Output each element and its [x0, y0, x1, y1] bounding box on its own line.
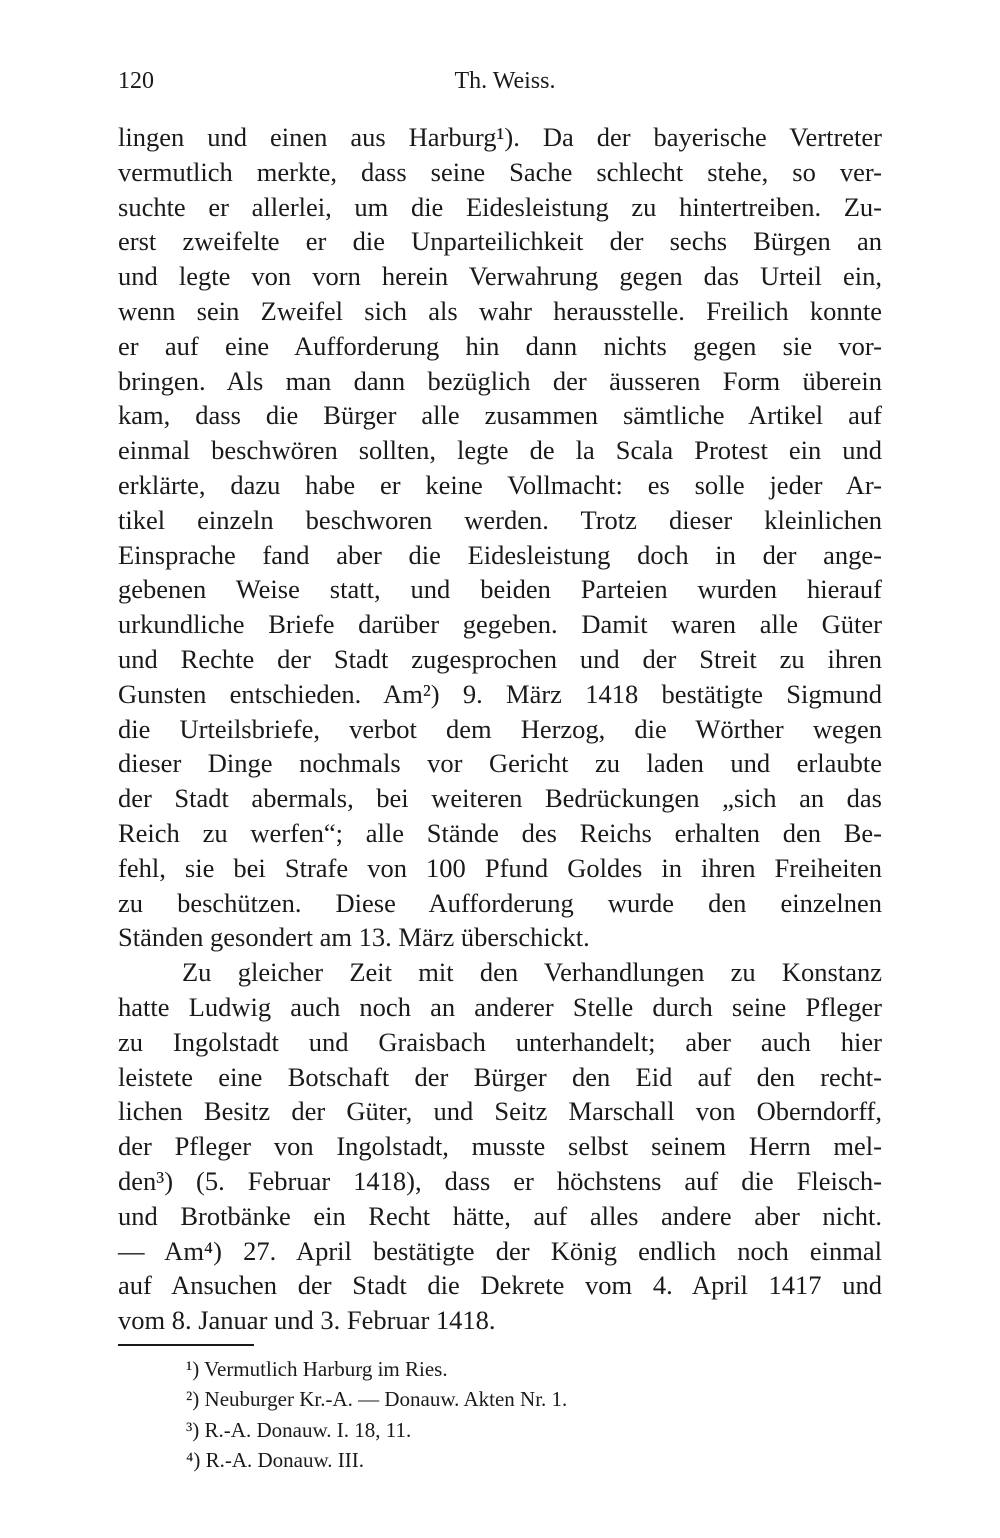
- text-line: Gunsten entschieden. Am²) 9. März 1418 bestätigte Sigmund: [118, 678, 882, 709]
- text-line: urkundliche Briefe darüber gegeben. Damit waren alle Güter: [118, 609, 882, 640]
- text-line: und Brotbänke ein Recht hätte, auf alles andere aber nicht.: [118, 1200, 882, 1231]
- paragraph: [118, 120, 882, 955]
- text-line: Einsprache fand aber die Eidesleistung doch in der ange-: [118, 539, 882, 570]
- footnotes: [118, 1354, 882, 1476]
- text-line: leistete eine Botschaft der Bürger den Eid auf den recht-: [118, 1061, 882, 1092]
- text-line: Ständen gesondert am 13. März überschickt.: [118, 922, 590, 953]
- footnote-divider: [118, 1344, 254, 1346]
- text-line: und Rechte der Stadt zugesprochen und der Streit zu ihren: [118, 643, 882, 674]
- text-line: gebenen Weise statt, und beiden Parteien wurden hierauf: [118, 574, 882, 605]
- text-line: wenn sein Zweifel sich als wahr herausstelle. Freilich konnte: [118, 295, 882, 326]
- text-line: Reich zu werfen“; alle Stände des Reichs erhalten den Be-: [118, 817, 882, 848]
- text-line: und legte von vorn herein Verwahrung gegen das Urteil ein,: [118, 261, 882, 292]
- footnote: ¹) Vermutlich Harburg im Ries.: [186, 1356, 448, 1381]
- footnote: ⁴) R.-A. Donauw. III.: [186, 1448, 364, 1473]
- text-line: auf Ansuchen der Stadt die Dekrete vom 4. April 1417 und: [118, 1270, 882, 1301]
- page-number: 120: [118, 68, 154, 94]
- text-line: tikel einzeln beschworen werden. Trotz dieser kleinlichen: [118, 504, 882, 535]
- text-line: vom 8. Januar und 3. Februar 1418.: [118, 1305, 496, 1336]
- text-line: er auf eine Aufforderung hin dann nichts gegen sie vor-: [118, 330, 882, 361]
- text-line: lingen und einen aus Harburg¹). Da der bayerische Vertreter: [118, 122, 882, 152]
- running-head-author: Th. Weiss.: [454, 68, 556, 94]
- text-line: vermutlich merkte, dass seine Sache schlecht stehe, so ver-: [118, 156, 882, 187]
- text-line: einmal beschwören sollten, legte de la Scala Protest ein und: [118, 435, 882, 466]
- text-line: erst zweifelte er die Unparteilichkeit der sechs Bürgen an: [118, 226, 882, 257]
- text-line: zu Ingolstadt und Graisbach unterhandelt; aber auch hier: [118, 1026, 882, 1057]
- footnote: ³) R.-A. Donauw. I. 18, 11.: [186, 1417, 412, 1442]
- text-line: der Stadt abermals, bei weiteren Bedrückungen „sich an das: [118, 783, 882, 814]
- text-line: fehl, sie bei Strafe von 100 Pfund Goldes in ihren Freiheiten: [118, 852, 882, 883]
- running-head: [118, 60, 882, 100]
- text-line: die Urteilsbriefe, verbot dem Herzog, die Wörther wegen: [118, 713, 882, 744]
- text-line: lichen Besitz der Güter, und Seitz Marschall von Oberndorff,: [118, 1096, 882, 1127]
- body-text: [118, 120, 882, 1338]
- text-line: Zu gleicher Zeit mit den Verhandlungen zu Konstanz: [182, 957, 882, 988]
- text-line: hatte Ludwig auch noch an anderer Stelle durch seine Pfleger: [118, 991, 882, 1022]
- text-line: zu beschützen. Diese Aufforderung wurde den einzelnen: [118, 887, 882, 918]
- text-line: suchte er allerlei, um die Eidesleistung zu hintertreiben. Zu-: [118, 191, 882, 222]
- text-line: kam, dass die Bürger alle zusammen sämtliche Artikel auf: [118, 400, 882, 431]
- page: [118, 60, 882, 1476]
- text-line: bringen. Als man dann bezüglich der äusseren Form überein: [118, 365, 882, 396]
- footnote: ²) Neuburger Kr.-A. — Donauw. Akten Nr. 1.: [186, 1387, 568, 1412]
- text-line: der Pfleger von Ingolstadt, musste selbst seinem Herrn mel-: [118, 1131, 882, 1162]
- text-line: dieser Dinge nochmals vor Gericht zu laden und erlaubte: [118, 748, 882, 779]
- text-line: — Am⁴) 27. April bestätigte der König endlich noch einmal: [118, 1235, 882, 1266]
- text-line: den³) (5. Februar 1418), dass er höchstens auf die Fleisch-: [118, 1165, 882, 1196]
- text-line: erklärte, dazu habe er keine Vollmacht: es solle jeder Ar-: [118, 469, 882, 500]
- paragraph: [118, 955, 882, 1338]
